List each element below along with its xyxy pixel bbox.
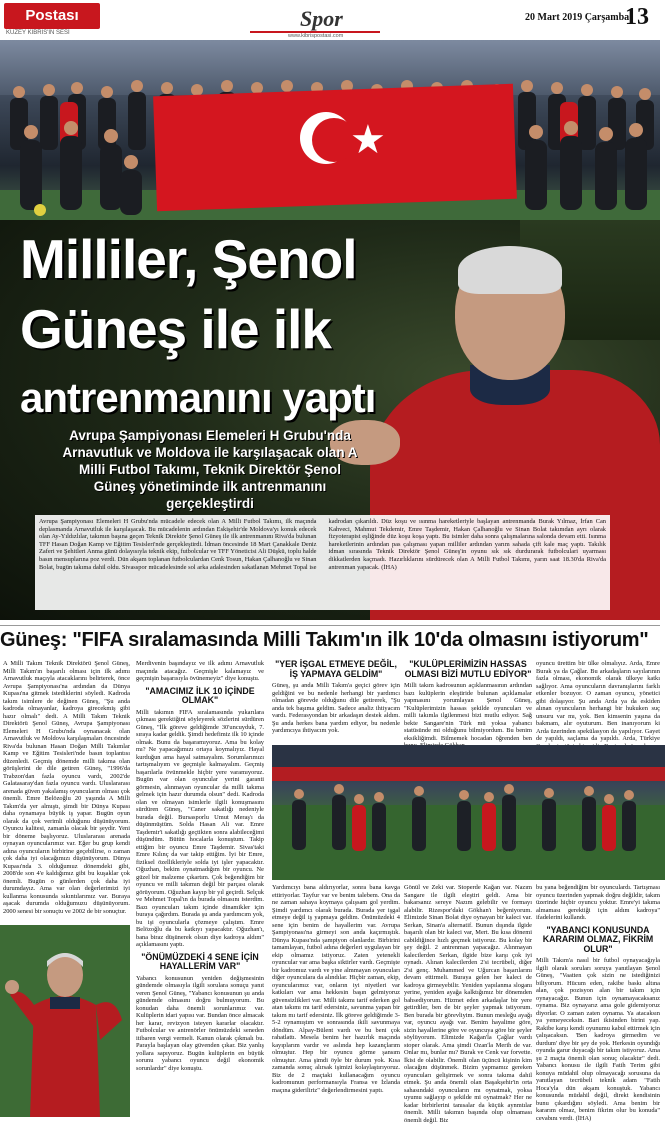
logo-tagline: KUZEY KIBRIS'IN SESİ bbox=[6, 30, 70, 36]
newspaper-logo[interactable]: Postası bbox=[4, 3, 100, 29]
story2-column4-top bbox=[404, 656, 532, 744]
story2-col3-intro: Güneş, şu anda Milli Takım'a geçici görev için geldiğini ve bu nedenle herhangi bir yardımcı olmadan görevde olduğunu dile getirerek, "Şu anda tek başıma geldim. Sadece analiz ihtiyacım vardı. Federasyondan bir arkadaşın destek aldım. Şu anda herkes bana yardım ediyor, bu nedenle yardımcıya ihtiyacım yok. bbox=[272, 682, 400, 734]
subhead-foreign-players: "YABANCI KONUSUNDA KARARIM OLMAZ, FİKRİM OLUR" bbox=[542, 924, 654, 954]
story2-column5-bottom bbox=[536, 884, 660, 1122]
story2-headline: Güneş: "FIFA sıralamasında Milli Takım'ın ilk 10'da olmasını istiyorum" bbox=[0, 629, 649, 651]
flag-star-icon: ★ bbox=[350, 117, 386, 162]
story2-col5-end: Milli Takım'a nasıl bir futbol oynayacağıyla ilgili olarak soruları soruya yanıtlayan Şenol Güneş, "Vaatten çok sizin ne istediğinizi biliyorum. Hücum eden, rakibe baskı altına alan, çok pozisyon alan bir takım için oynayacağız. Bunun için oynamayacaksanız oynama. Biz oynayarız ama gole gidemiyoruz diyorlar. O zaman zaten oynama. Ya atacaksın ya yemeyeceksin. Bari ikisinden birini yap. Rakibe karşı kendi oyunumu kabul ettirmek için çalışacaksın. 'Ben kadroya girmedim ve durdum' diye bir şey de yok. Herkesin oyundığı oyunda garur duyacağı bir takım istiyoruz. Ama şu 2 maçta önemli olan sonuç olacaktır" dedi. Yabancı konusu ile ilgili Fatih Terim gibi konuya müdahil olup olmayacağı sorusuna da yanıtlayan tecrübeli teknik adam "Fatih Hoca'yla dün akşam konuştuk. Yabancı konusunda müdahil değil, direkt kendisinin bunu çıkardığını söyledi. Ama benim bir kararım olmaz, benim fikrim olur bu konuda" cevabını verdi. (İHA) bbox=[536, 957, 660, 1122]
subhead-clubs-sensitive: "KULÜPLERİMİZİN HASSAS OLMASI BİZİ MUTLU EDİYOR" bbox=[404, 659, 532, 679]
story2-column3-top bbox=[272, 656, 400, 744]
hero-headline-line2: Güneş ile ilk bbox=[20, 298, 332, 360]
story2-col2-end: Yabancı konusunun yeniden değişmesinin gündemde olmasıyla ilgili sorulara sonuçu yanıt veren Şenol Güneş, "Yabancı konusunun şu anda gündemde olmasını doğru bulmuyorum. Bu konudan daha önemli sorunlarımız var. Kulüplerin idari yapısı var. Bundan önce almacak her karar, revizyon isteyen kararlar olacaktır. Futbolcular ve antrenörler önümüzdeki seneden itibaren vergi vermeli. Kanun olarak çıkmalı bu. Parayla başlayan olay güvenden çıkar. Biz yanlış yollara sapıyoruz. Bugün kulüplerin en büyük sorunu yabancı oyuncu değil ekonomik sorunlardır" diye konuştu. bbox=[136, 974, 264, 1072]
section-title: Spor bbox=[300, 6, 343, 31]
masthead bbox=[0, 0, 660, 40]
coach-hair bbox=[458, 246, 562, 294]
section-divider bbox=[0, 625, 660, 626]
story2-col5-continued: bu yana beğendiğim bir oyunculardı. Tartışması oyuncu üzerinden yapmak doğru değildir, takım üzerinde hiçbir oyuncu yoktur. Emre'yi takıma almaması gerektiği için aldım kadroya" ifadelerini kullandı. bbox=[536, 884, 660, 921]
issue-date: 20 Mart 2019 Çarşamba bbox=[525, 12, 630, 23]
story2-col4-intro: Milli takım kadrosunun açıklanmasının ardından bazı kulüplerin eleştiride bulunan açıklamalar yapmasını yorumlayan Şenol Güneş, "Kulüplerimizin hassas şekilde oyuncuları ve milli takımla ilgilenmesi bizi mutlu ediyor. Sağ bekte Sangare'nin Türk mü yoksa yabancı statüsünde mi olduğunu bilmiyordum. Bu benim eksikliğimdi. Bilmemek hocadan öğrenden ben bbox=[404, 682, 532, 742]
story2-column4-bottom: Gönül ve Zeki var. Stoperde Kağan var. Nazım Sangare ile ilgili eleştiri geldi. Ama bir bakarsanız sereye Nazım gelebilir ve formayı alabilir. Rizespor'daki Gökhan'ı beğeniyorum. Elimizde Sinan Bolat diye oynayan bir kaleci var. Serkan, Sinan'a alternatif. Bunun dışında ilgide başarılı olan bir kaleci var, Mert. Bu kısa dönemi cabildiğince hızlı geçmek istiyoruz. Bu kolay bir şey değil. 2 antrenman yapacağız. Alınmayan kalecilerden Serkan, ilgide bize karşı çok iyi oynadı. Alınan kalecilerden 2'si tecrübeli, diğer 2'si genç. Muhammed ve Uğurcan başarılarını devam ettirmeli. Buraya gelen her kaleci de kadroya girmeyebilir. Yeniden yapılanma sloganı yerine, yeniden ayağa kalktığımız bir dönemden bahsediyorum. Hizmet eden arkadaşlar bir yere getirdiler, ben de bir şeyler yapmak istiyorum. Ben burada bir görevliyim. Bunun mesleğu ayağı var, oyuncu ayağı var. Benim hayalime göre, sizin hayallerine göre ve oyuncuya göre bir şeyler söylüyorum. Elimizde Kağan'la Çağlar vardı stoper olarak. Ama şimdi Ozan'la Merih de var. Onlar mı, bunlar mı? Burak ve Cenk var forvette. İkisi de olabilir. Önemli olan üçüncü kişinin kim olacağını düşünmek. Bizim yapmamız gereken oyuncuları gelişirmek ve sonra takıma dahil etmek. Şu anda önemli olan Başakşehir'in orta sahasındaki oyuncuların mı oynatmak, yoksa uyumu sağlayıp o şekilde mi oynatmak? Her ne kadar birbirlerini tanısalar da küçük aynmtılar önemli. Milli takımın başında olup olmaması önemli değil. Biz bbox=[404, 884, 532, 1124]
story2-column5-top: oyuncu ürettim bir ülke olmalıyız. Arda, Emre Burak ya da Çağlar. Bu arkadaşların sayılarının fazla olması, ekonomik olarak ülkeye katkı sağlıyor. Ama oyuncuların davranışlarını farklı etkenler bozuyor. O zaman oyuncu, yönetici gibi dolaşıyor. Şu anda Arda ya da eskiden alınan oyuncuların herhangi bir hukuken suç unsuru var mı, yok. Ben kimsenin yaşına da bakmam, alır oyuturum. Ben inanıyorum ki Arda üzerinden spekülasyon da yapılıyor. Gayet de yapıldı, saçlama da yapıldı. Arda, Türkiye bbox=[536, 660, 660, 742]
story2-column3-bottom: Yardımcıyı bana aldırıyorlar, sonra bana kavga ettiriyorlar. Tayfur var ve benim talebem. Ona da ne zaman sahaya koymaya çalışsam gol yerdim. Şimdi yardımcı olarak burada. Burada yer işgal etmeye değil iş yapmaya geldim. Önümüzdeki 4 sene için benim de hayallerim var. Avrupa Şampiyonası'na girmeyi son anda kaçırmıştık. Dünya Kupası'nda şampiyon olanlardır. Birbirini tamamlayan, futbol adına değerleri uygulayan bir ekip olmamız istiyoruz. Zaten yetenekli oyuncular var ama başka siktirler vardı. Geçmişte bir kadromuz vardı ve yine almmayan oyuncuları diğer oyunculara da alındılar. Hiçbir zaman, ekip, oyuncularımız var, onların iyi niyetleri var katkıları var ama hekkesin başın gelmiyoruz güvensizlikleri var. Milli takımı tarif ederken gol atan takımı mı tarif edersiniz, savunma yapan bir takım mı tarif edersiniz. İlk göreve geldiğimde 3-5-2 oynamıştım ve sonrasında ikili savunmaya döndüm. Alpay-Bülent vardı ve bu beni çok rahatlattı. Mesela benim her hazırlık maçında kayıplarım vardır ve aslında hep kazançlarım olmuştur. Hep bir oyuncu görme şansım olmuştur. Ama şimdi öyle bir durum yok. Kısa zamanda sonuç alırsak işimizi kolaylaştırıyoruz. Biz de 2 maçtaki kullanacağım oyuncu kadromunun performansıyla Fransa ve İzlanda maçına gideriliriz" değerlendirmesini yaptı. bbox=[272, 884, 400, 1094]
front-row-players bbox=[0, 110, 660, 220]
coach-portrait-figure bbox=[0, 925, 130, 1117]
hero-headline-line3: antrenmanını yaptı bbox=[20, 374, 376, 421]
subhead-four-years: "ÖNÜMÜZDEKİ 4 SENE İÇİN HAYALLERİM VAR" bbox=[141, 951, 259, 971]
story2-col2-body: Milli takımın FIFA sıralamasında yukarılara çıkması gerektiğini söyleyerek sözlerini sürdüren Güneş, "İlk göreve geldiğimde 30'uncuyduk, 7. sıraya kadar geldik. Şimdi hedefimiz ilk 10 içinde olmak. Bunu da başaramıyoruz. Ama bu kolay mı? Ne yapacağımızı ortaya koymalıyız. Hayal kurduğun ama hayal satmayalım. Sorumlarımızı tartışmalıyım ve geçmişle kalmayalım. Geçmiş başarılarla övünmekle hiçbir yere varamıyoruz. Bugün var olan oyuncular yerini garanti görmesin, alınmayan oyuncular da milli takıma gelmek için hazır durumda olsun" dedi. Kadroda olan ve olmayan isimlerle ilgili konuşmasını sürdüren Güneş, "Caner sakatlığı nedeniyle burada değil. Bursasporlu Umut Meraş'ı da düşünmüştüm. Solda Hasan Ali var. Emre Taşdemir'i sakatlığı geçtikten sonra alabileceğimi düşündüm. Bütün hocalarla konuştum. Takip ettiğim bir oyuncu Emre Taşdemir. Sivas'taki Emre Kılınç da var takip ettiğim. İyi bir Emre, fiziksel özellikleriyle solda iyi işler yapacaktır. Oğuzhan, bekim oynatmadığım bir oyuncu. Ne güzel bir malzeme çıkartım. Çok beğendiğim bir oyuncu ve milli takımın değil bir parçası olarak görüyorum. Oğuzhan kayıp bir yıl geçirdi. Selçuk ve Mehmet Topal'ın da burada olmasını isterdim. Bazı oyuncuları takım içinde dinamikler için buraya çağırdım. Burada şu anda yardımcım yok, bu işi oyuncularla çözmeye çalıştım. Emre Belözoğlu da bu katkıyı yapacaktır. Oğuzhan'ı, bana biraz düşünerek olsun diye kadroya aldım" açıklamasını yaptı. bbox=[136, 708, 264, 948]
story2-column1: A Milli Takım Teknik Direktörü Şenol Güneş, Milli Takım'ın başarılı olması için ilk adımı Arnavutluk maçıyla atacaklarını belirterek, önce Avrupa Şampiyonası'na ardından da Dünya Kupası'na gitmek istediklerini söyledi. Kadroda takım isimlere de değinen Güneş, "Şu anda kadroda olmayanlar, kadroya girecekmiş gibi hazır olmalı" dedi. A Milli Takım Teknik Direktörü Şenol Güneş, Avrupa Şampiyonası Elemeleri H Grubu'nda oynanacak olan Arnavutluk ve Moldova karşılaşmaları öncesinde Riva'da bulunan Hasan Doğan Milli Takımlar Kamp ve Eğitim Tesisleri'nde basın toplantısı düzenledi. Geçmiş dönemde milli takıma olan görüşlerini de dile getiren Güneş, "1996'da Trabzon'dan fazla oyuncu vardı, 2002'de Galatasaray'dan fazla oyuncu vardı. Uluslararası arenada güven yakalamış oyuncuların olması çok önemli. Emre Belözoğlu 20 yaşında A Milli Takım'da yer almıştı, şimdi bir Dünya Kupası daha oynamaya büyük iş yapar. Bugün oyun olarak da çok verimli olduğunu düşünüyorum. Oyuncu kalitesi, zamanla olacak bir şeydir. Yeni bir döneme başlıyoruz. Uluslararası arenada oynayan oyuncularımız var. Eğer bu grup kendi adına oyuncuların birbirine geçebilirse, o zaman çok daha iyi olacağımızı düşünüyorum. Dünya Kupası'nda 3. olduğumuz dönemdeki gibi, 2008'de son 4'e kaldığımız gibi bu kuşaklar çok önemli. Bugün o günlerden çok daha iyi durumdayız. Ama var olan değerlerimizi iyi kullanma konusunda sıkıntılarımız var. Buraya aşacak durumda olduğumuzu düşünüyorum. 2000 senesi bir sonuçtu ve 2002 de bir sonuçtur. bbox=[3, 660, 130, 915]
training-photo bbox=[272, 745, 665, 880]
subhead-top10: "AMACIMIZ İLK 10 İÇİNDE OLMAK" bbox=[145, 685, 255, 705]
training-players bbox=[272, 745, 665, 880]
subhead-not-occupying: "YER İŞGAL ETMEYE DEĞİL, İŞ YAPMAYA GELDİM" bbox=[275, 659, 397, 679]
hero-story-body: Avrupa Şampiyonası Elemeleri H Grubu'nda mücadele edecek olan A Milli Futbol Takımı, ilk maçında deplasmanda Arnavutluk ile karşılaşacak. Bu mücadelenin ardından Eskişehir'de Moldova'yı konuk edecek olan Ay-Yıldızlılar, takımın başına geçen Teknik Direktör Şenol Güneş ile ilk antrenmanını Riva'da bulunan TFF Hasan Doğan Kamp ve Eğitim Tesisleri'nde gerçekleştirdi. İdman öncesinde 18 Mart Çanakkale Deniz Zaferi ve Şehitleri Anma günü dolayısıyla teknik ekip, futbolcular ve TFF Yöneticisi Ali Düşkü, toplu halde basın mensuplarına poz verdi. Dün akşam toplanan futbolculardan Cenk Tosun, Hakan Çalhanoğlu ve Sinan Bolat, bugün takıma dahil oldu. Sivasspor mücadelesinde sol arka adalesinden sakatlanan Mehmet Topal ise kadrodan çıkarıldı. Düz koşu ve ısınma hareketleriyle başlayan antrenmanda Burak Yılmaz, İrfan Can Kahveci, Mahmut Tekdemir, Emre Taşdemir, Hakan Çalhanoğlu ve Sinan Bolat takımdan ayrı olarak fizyoterapist eşliğinde düz koşu koşa yaptı. Bu isimler daha sonra çalışmalarına salonda devam etti. Isınma hareketlerinin ardından pas çalışması yapan milliler ardından yarım sahada çift kale maç yaptı. Takılık idman sırasında Teknik Direktör Şenol Güneş'in oyunu sık sık durdurarak futbolculari uyarması dikkatlerden kaçmadı. Hazırlıklarını sürdürecek olan A Milli Futbol Takımı, yarın saat 18.30'da Riva'da antrenman yapacak. (İHA) bbox=[35, 515, 610, 610]
coach-portrait-photo bbox=[0, 925, 130, 1117]
hero-headline-line1: Milliler, Şenol bbox=[20, 228, 357, 290]
website[interactable]: www.kibrispostasi.com bbox=[288, 33, 344, 39]
story2-column2 bbox=[136, 660, 264, 1117]
story2-col2-intro: Merdivenin başındayız ve ilk adımı Arnavutluk maçında atacağız. Geçmişle kalamayız ve geçmişin başarısıyla övünemeyiz" diye konuştu. bbox=[136, 660, 264, 682]
page-number: 13 bbox=[625, 4, 649, 30]
hero-lead: Avrupa Şampiyonası Elemeleri H Grubu'nda Arnavutluk ve Moldova ile karşılaşacak olan A Milli Futbol Takımı, Teknik Direktör Şenol Güneş yönetiminde ilk antrenmanını gerçekleştirdi bbox=[62, 428, 358, 511]
